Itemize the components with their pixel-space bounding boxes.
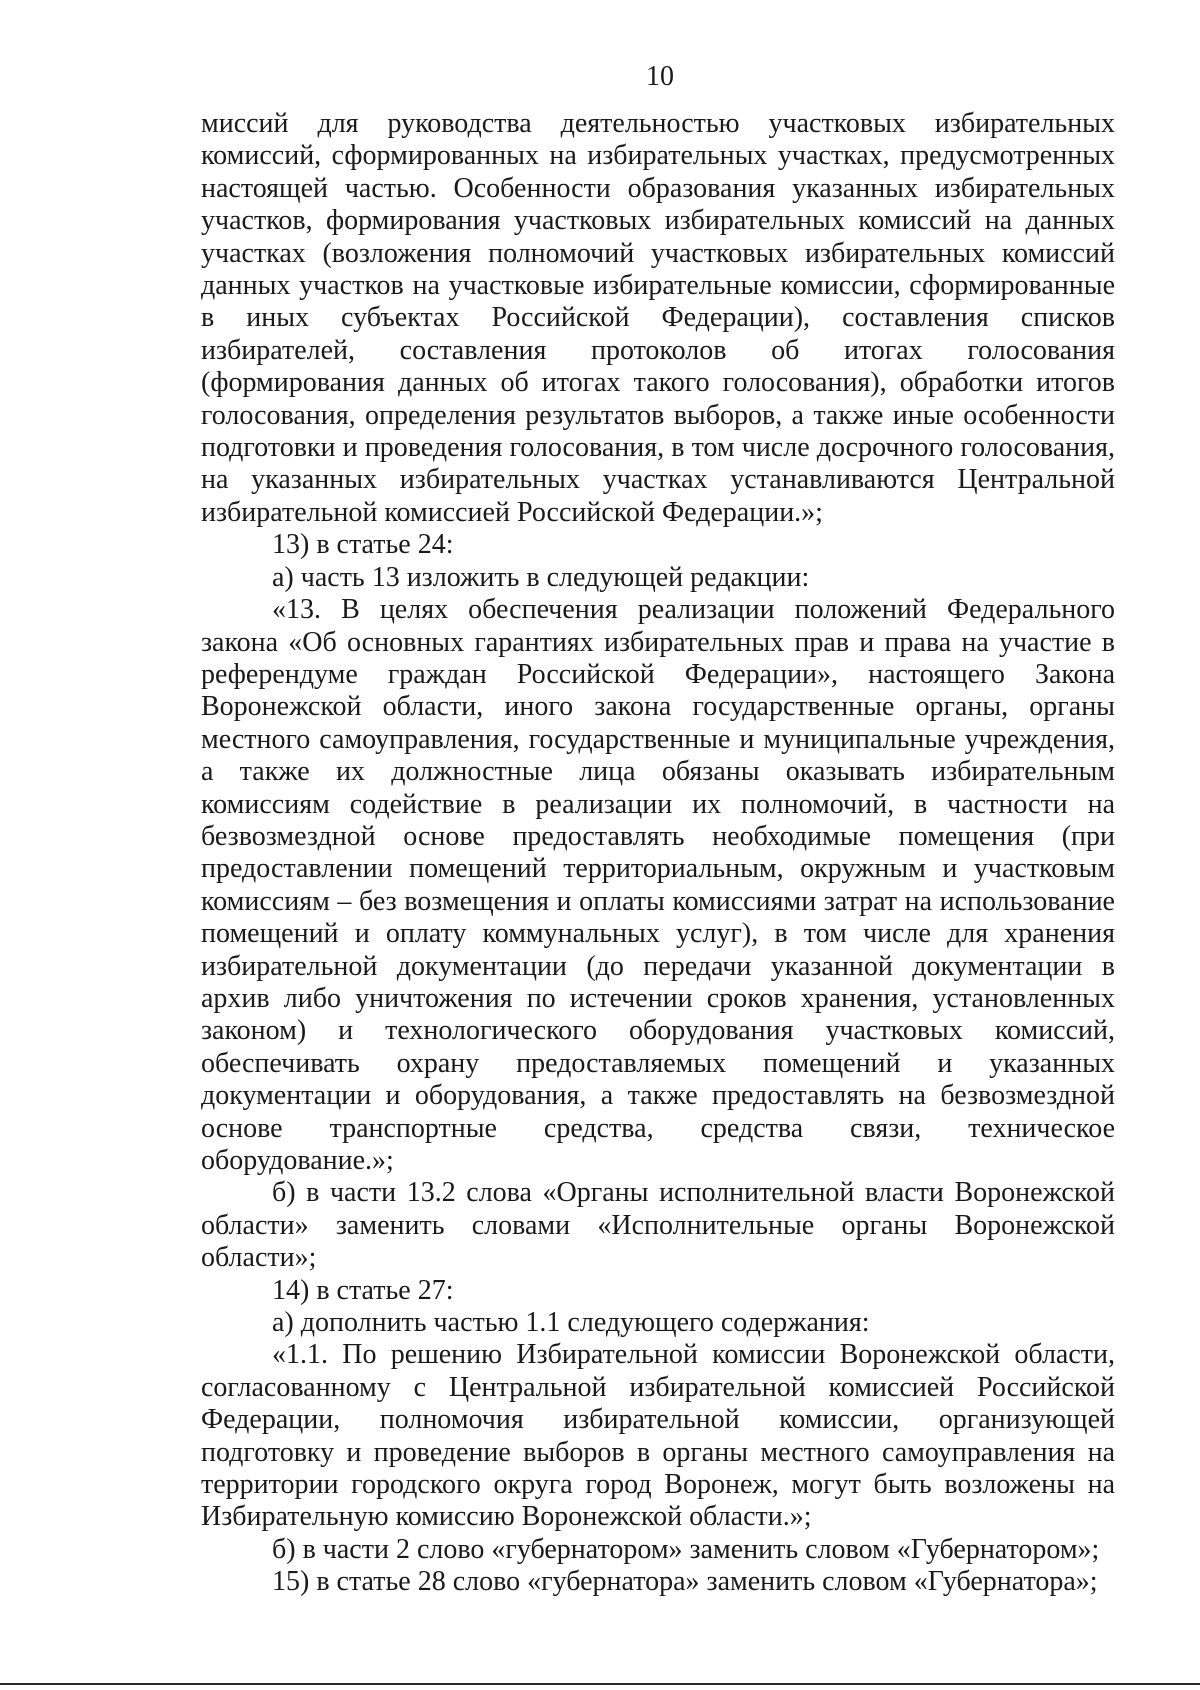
paragraph-7: а) дополнить частью 1.1 следующего содержания: xyxy=(272,1307,870,1339)
page-number: 10 xyxy=(646,61,674,92)
paragraph-4: «13. В целях обеспечения реализации положений Федерального закона «Об основных гарантиях избирательных прав и права на участие в референдуме граждан Российской Федерации», настоящего Закона Воронежской области, иного закона государственные органы, органы местного самоуправления, государственные и муниципальные учреждения, а также их должностные лица обязаны оказывать избирательным комиссиям содействие в реализации их полномочий, в частности на безвозмездной основе предоставлять необходимые помещения (при предоставлении помещений территориальным, окружным и участковым комиссиям – без возмещения и оплаты комиссиями затрат на использование помещений и оплату коммунальных услуг), в том числе для хранения избирательной документации (до передачи указанной документации в архив либо уничтожения по истечении сроков хранения, установленных законом) и технологического оборудования участковых комиссий, обеспечивать охрану предоставляемых помещений и указанных документации и оборудования, а также предоставлять на безвозмездной основе транспортные средства, средства связи, техническое оборудование.»; xyxy=(201,594,1115,1176)
paragraph-5: б) в части 13.2 слова «Органы исполнительной власти Воронежской области» заменить словами «Исполнительные органы Воронежской области»; xyxy=(201,1177,1115,1274)
paragraph-9: б) в части 2 слово «губернатором» заменить словом «Губернатором»; xyxy=(272,1533,1100,1565)
page-bottom-rule xyxy=(0,1683,1200,1685)
paragraph-3: а) часть 13 изложить в следующей редакции: xyxy=(272,561,810,593)
paragraph-1: миссий для руководства деятельностью участковых избирательных комиссий, сформированных на избирательных участках, предусмотренных настоящей частью. Особенности образования указанных избирательных участков, формирования участковых избирательных комиссий на данных участках (возложения полномочий участковых избирательных комиссий данных участков на участковые избирательные комиссии, сформированные в иных субъектах Российской Федерации), составления списков избирателей, составления протоколов об итогах голосования (формирования данных об итогах такого голосования), обработки итогов голосования, определения результатов выборов, а также иные особенности подготовки и проведения голосования, в том числе досрочного голосования, на указанных избирательных участках устанавливаются Центральной избирательной комиссией Российской Федерации.»; xyxy=(201,108,1115,528)
paragraph-10: 15) в статье 28 слово «губернатора» заменить словом «Губернатора»; xyxy=(272,1566,1098,1598)
document-body xyxy=(201,108,1115,1599)
paragraph-6: 14) в статье 27: xyxy=(272,1274,454,1306)
paragraph-8: «1.1. По решению Избирательной комиссии Воронежской области, согласованному с Центральной избирательной комиссией Российской Федерации, полномочия избирательной комиссии, организующей подготовку и проведение выборов в органы местного самоуправления на территории городского округа город Воронеж, могут быть возложены на Избирательную комиссию Воронежской области.»; xyxy=(201,1339,1115,1533)
paragraph-2: 13) в статье 24: xyxy=(272,529,454,561)
